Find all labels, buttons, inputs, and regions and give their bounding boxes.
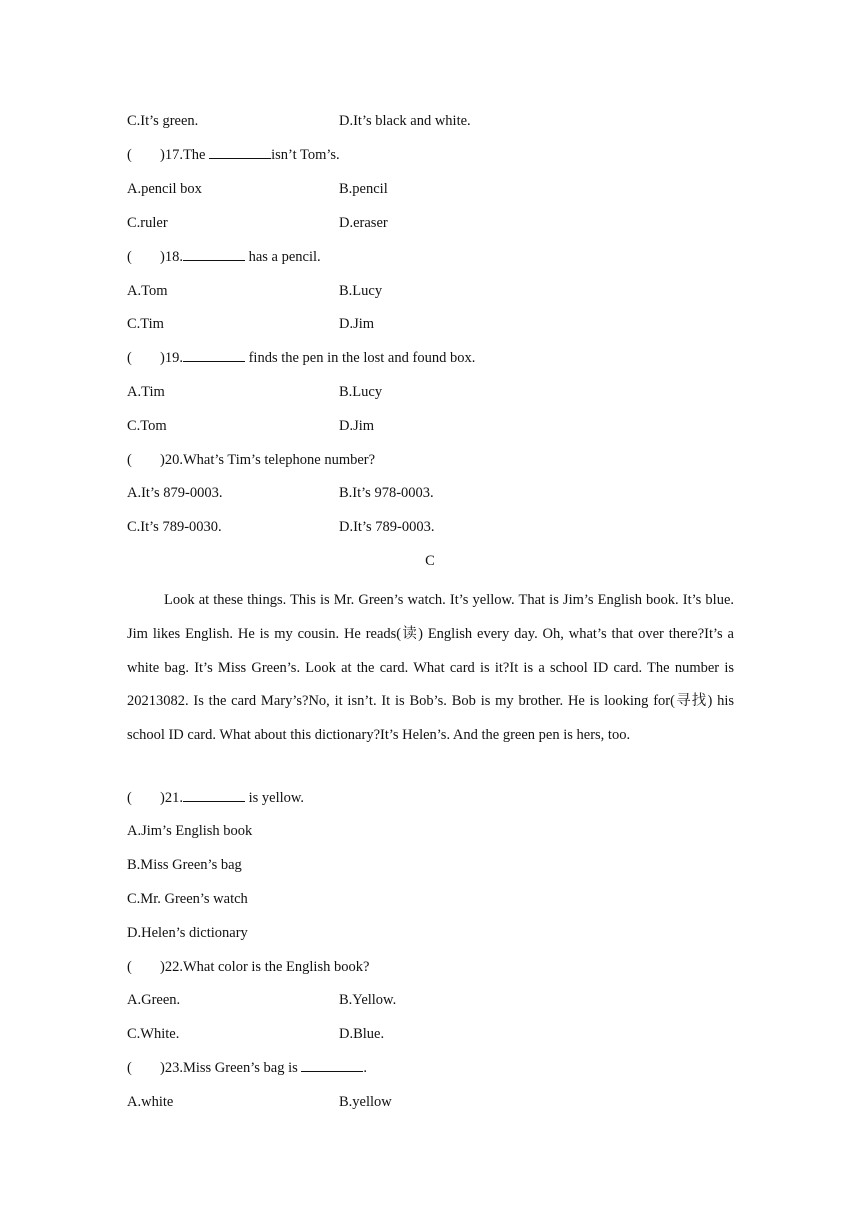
- option-c: C.It’s 789-0030.: [127, 519, 222, 535]
- reading-passage: Look at these things. This is Mr. Green’s watch. It’s yellow. That is Jim’s English book. It’s blue. Jim likes English. He is my cousin. He reads(读) English every day. Oh, what’s that over there?It’s a white bag. It’s Miss Green’s. Look at the card. What card is it?It is a school ID card. The number is 20213082. Is the card Mary’s?No, it isn’t. It is Bob’s. Bob is my brother. He is looking for(寻找) his school ID card. What about this dictionary?It’s Helen’s. And the green pen is hers, too.: [127, 592, 734, 744]
- option-d: D.eraser: [339, 215, 388, 231]
- question-22: ( )22.What color is the English book?: [127, 959, 370, 975]
- q21-option-a: A.Jim’s English book: [127, 823, 253, 839]
- q18-options-cd: [127, 314, 375, 334]
- option-c: C.ruler: [127, 215, 168, 231]
- option-a: A.white: [127, 1094, 174, 1110]
- option-a: A.Green.: [127, 992, 181, 1008]
- q20-options-cd: [127, 517, 435, 537]
- answer-blank: [301, 1058, 363, 1072]
- option-b: B.Yellow.: [339, 992, 397, 1008]
- question-18: ( )18. has a pencil.: [127, 249, 321, 265]
- option-b: B.Lucy: [339, 384, 383, 400]
- q17-options-ab: [127, 179, 388, 199]
- question-23: ( )23.Miss Green’s bag is .: [127, 1060, 367, 1076]
- option-a: A.Tim: [127, 384, 165, 400]
- answer-paren: (: [127, 790, 132, 806]
- option-d: D.It’s black and white.: [339, 113, 471, 129]
- question-19: ( )19. finds the pen in the lost and found box.: [127, 350, 476, 366]
- answer-blank: [183, 788, 245, 802]
- option-d: D.Jim: [339, 418, 375, 434]
- q21-option-c: C.Mr. Green’s watch: [127, 891, 248, 907]
- option-d: D.Blue.: [339, 1026, 385, 1042]
- option-b: B.Lucy: [339, 283, 383, 299]
- q19-options-cd: [127, 416, 375, 436]
- answer-blank: [183, 247, 245, 261]
- option-d: D.Jim: [339, 316, 375, 332]
- option-a: A.pencil box: [127, 181, 202, 197]
- question-20: ( )20.What’s Tim’s telephone number?: [127, 452, 376, 468]
- option-c: C.Tom: [127, 418, 167, 434]
- q16-options-cd: [127, 111, 471, 131]
- option-b: B.pencil: [339, 181, 388, 197]
- question-21: ( )21. is yellow.: [127, 790, 305, 806]
- q19-options-ab: [127, 382, 383, 402]
- q22-options-cd: [127, 1024, 385, 1044]
- answer-paren: (: [127, 350, 132, 366]
- option-c: C.Tim: [127, 316, 164, 332]
- q20-options-ab: [127, 483, 434, 503]
- answer-paren: (: [127, 959, 132, 975]
- question-17: ( )17.The isn’t Tom’s.: [127, 147, 340, 163]
- answer-paren: (: [127, 147, 132, 163]
- q21-option-b: B.Miss Green’s bag: [127, 857, 242, 873]
- q17-options-cd: [127, 213, 388, 233]
- q22-options-ab: [127, 990, 397, 1010]
- option-a: A.It’s 879-0003.: [127, 485, 223, 501]
- answer-blank: [209, 145, 271, 159]
- option-c: C.It’s green.: [127, 113, 199, 129]
- option-a: A.Tom: [127, 283, 168, 299]
- option-c: C.White.: [127, 1026, 180, 1042]
- option-b: B.It’s 978-0003.: [339, 485, 434, 501]
- answer-paren: (: [127, 1060, 132, 1076]
- q23-options-ab: [127, 1092, 392, 1112]
- answer-paren: (: [127, 249, 132, 265]
- q21-option-d: D.Helen’s dictionary: [127, 925, 248, 941]
- option-b: B.yellow: [339, 1094, 392, 1110]
- answer-blank: [183, 348, 245, 362]
- q18-options-ab: [127, 281, 383, 301]
- option-d: D.It’s 789-0003.: [339, 519, 435, 535]
- answer-paren: (: [127, 452, 132, 468]
- section-heading: C: [425, 553, 435, 569]
